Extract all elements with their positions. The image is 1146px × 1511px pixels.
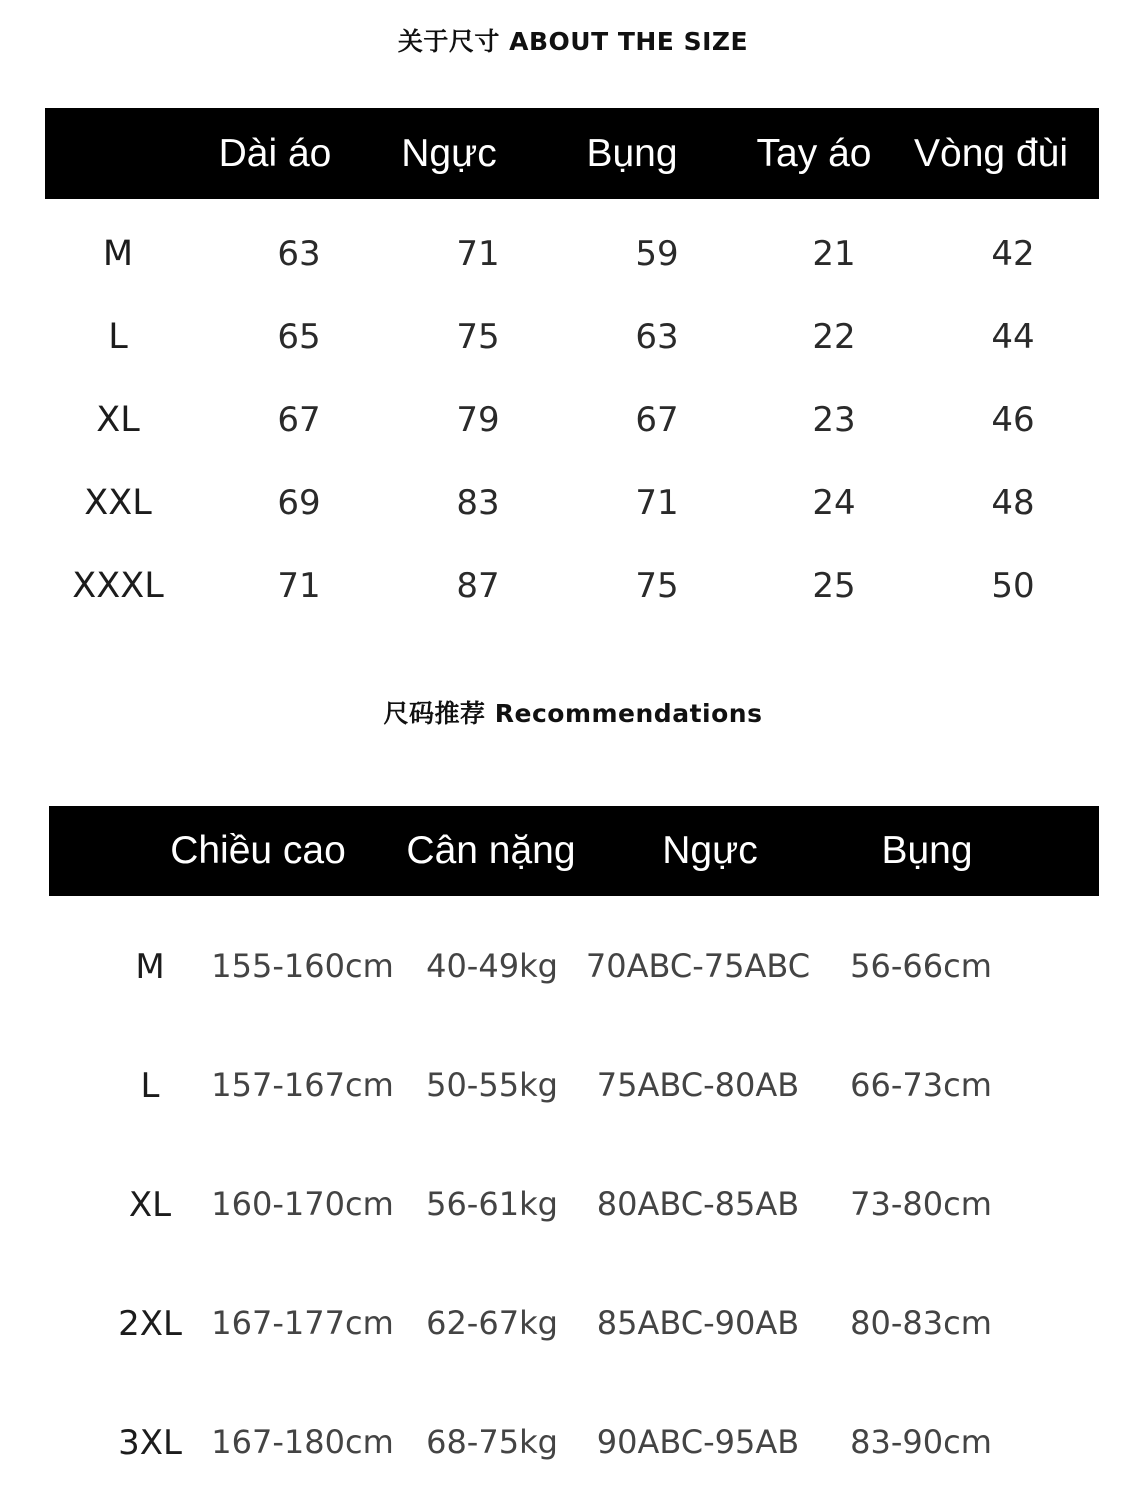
waist-value: 83-90cm bbox=[850, 1423, 992, 1461]
rec-header-height: Chiều cao bbox=[170, 829, 346, 872]
recommendations-header bbox=[49, 806, 1099, 896]
chest-value: 90ABC-95AB bbox=[596, 1423, 800, 1461]
height-value: 155-160cm bbox=[211, 947, 394, 985]
sleeve-value: 23 bbox=[812, 400, 856, 440]
size-chart-header bbox=[45, 108, 1099, 199]
recommendations-title: 尺码推荐 Recommendations bbox=[383, 699, 763, 728]
sleeve-value: 21 bbox=[812, 234, 856, 274]
weight-value: 68-75kg bbox=[426, 1423, 558, 1461]
size-chart-header-thigh: Vòng đùi bbox=[914, 131, 1068, 175]
height-value: 167-180cm bbox=[211, 1423, 394, 1461]
weight-value: 62-67kg bbox=[426, 1304, 558, 1342]
size-label: M bbox=[135, 947, 165, 987]
weight-value: 56-61kg bbox=[426, 1185, 558, 1223]
size-chart-title: 关于尺寸 ABOUT THE SIZE bbox=[397, 27, 749, 56]
size-label: XL bbox=[96, 400, 140, 440]
waist-value: 75 bbox=[635, 566, 679, 606]
chest-value: 75 bbox=[456, 317, 500, 357]
sleeve-value: 24 bbox=[812, 483, 856, 523]
height-value: 157-167cm bbox=[211, 1066, 394, 1104]
chest-value: 83 bbox=[456, 483, 500, 523]
weight-value: 50-55kg bbox=[426, 1066, 558, 1104]
rec-header-waist: Bụng bbox=[881, 829, 973, 872]
waist-value: 71 bbox=[635, 483, 679, 523]
thigh-value: 44 bbox=[991, 317, 1035, 357]
length-value: 67 bbox=[277, 400, 321, 440]
size-label: 3XL bbox=[118, 1423, 182, 1463]
chest-value: 70ABC-75ABC bbox=[585, 947, 811, 985]
chest-value: 85ABC-90AB bbox=[596, 1304, 800, 1342]
length-value: 63 bbox=[277, 234, 321, 274]
rec-header-weight: Cân nặng bbox=[406, 829, 576, 872]
size-label: L bbox=[108, 317, 128, 357]
chest-value: 87 bbox=[456, 566, 500, 606]
size-chart-header-waist: Bụng bbox=[586, 131, 678, 175]
waist-value: 66-73cm bbox=[850, 1066, 992, 1104]
sleeve-value: 25 bbox=[812, 566, 856, 606]
length-value: 71 bbox=[277, 566, 321, 606]
size-label: XXXL bbox=[72, 566, 164, 606]
waist-value: 73-80cm bbox=[850, 1185, 992, 1223]
sleeve-value: 22 bbox=[812, 317, 856, 357]
chest-value: 71 bbox=[456, 234, 500, 274]
rec-header-chest: Ngực bbox=[662, 829, 758, 872]
size-chart-header-chest: Ngực bbox=[401, 131, 497, 175]
height-value: 160-170cm bbox=[211, 1185, 394, 1223]
waist-value: 56-66cm bbox=[850, 947, 992, 985]
size-label: 2XL bbox=[118, 1304, 182, 1344]
length-value: 69 bbox=[277, 483, 321, 523]
thigh-value: 46 bbox=[991, 400, 1035, 440]
weight-value: 40-49kg bbox=[426, 947, 558, 985]
chest-value: 75ABC-80AB bbox=[596, 1066, 800, 1104]
thigh-value: 48 bbox=[991, 483, 1035, 523]
size-chart-header-length: Dài áo bbox=[218, 131, 332, 175]
waist-value: 80-83cm bbox=[850, 1304, 992, 1342]
size-label: XXL bbox=[84, 483, 152, 523]
size-chart-header-sleeve: Tay áo bbox=[756, 131, 872, 175]
waist-value: 67 bbox=[635, 400, 679, 440]
thigh-value: 42 bbox=[991, 234, 1035, 274]
height-value: 167-177cm bbox=[211, 1304, 394, 1342]
size-label: XL bbox=[128, 1185, 172, 1225]
size-label: L bbox=[140, 1066, 160, 1106]
waist-value: 63 bbox=[635, 317, 679, 357]
length-value: 65 bbox=[277, 317, 321, 357]
chest-value: 79 bbox=[456, 400, 500, 440]
waist-value: 59 bbox=[635, 234, 679, 274]
size-label: M bbox=[102, 234, 134, 274]
chest-value: 80ABC-85AB bbox=[596, 1185, 800, 1223]
thigh-value: 50 bbox=[991, 566, 1035, 606]
